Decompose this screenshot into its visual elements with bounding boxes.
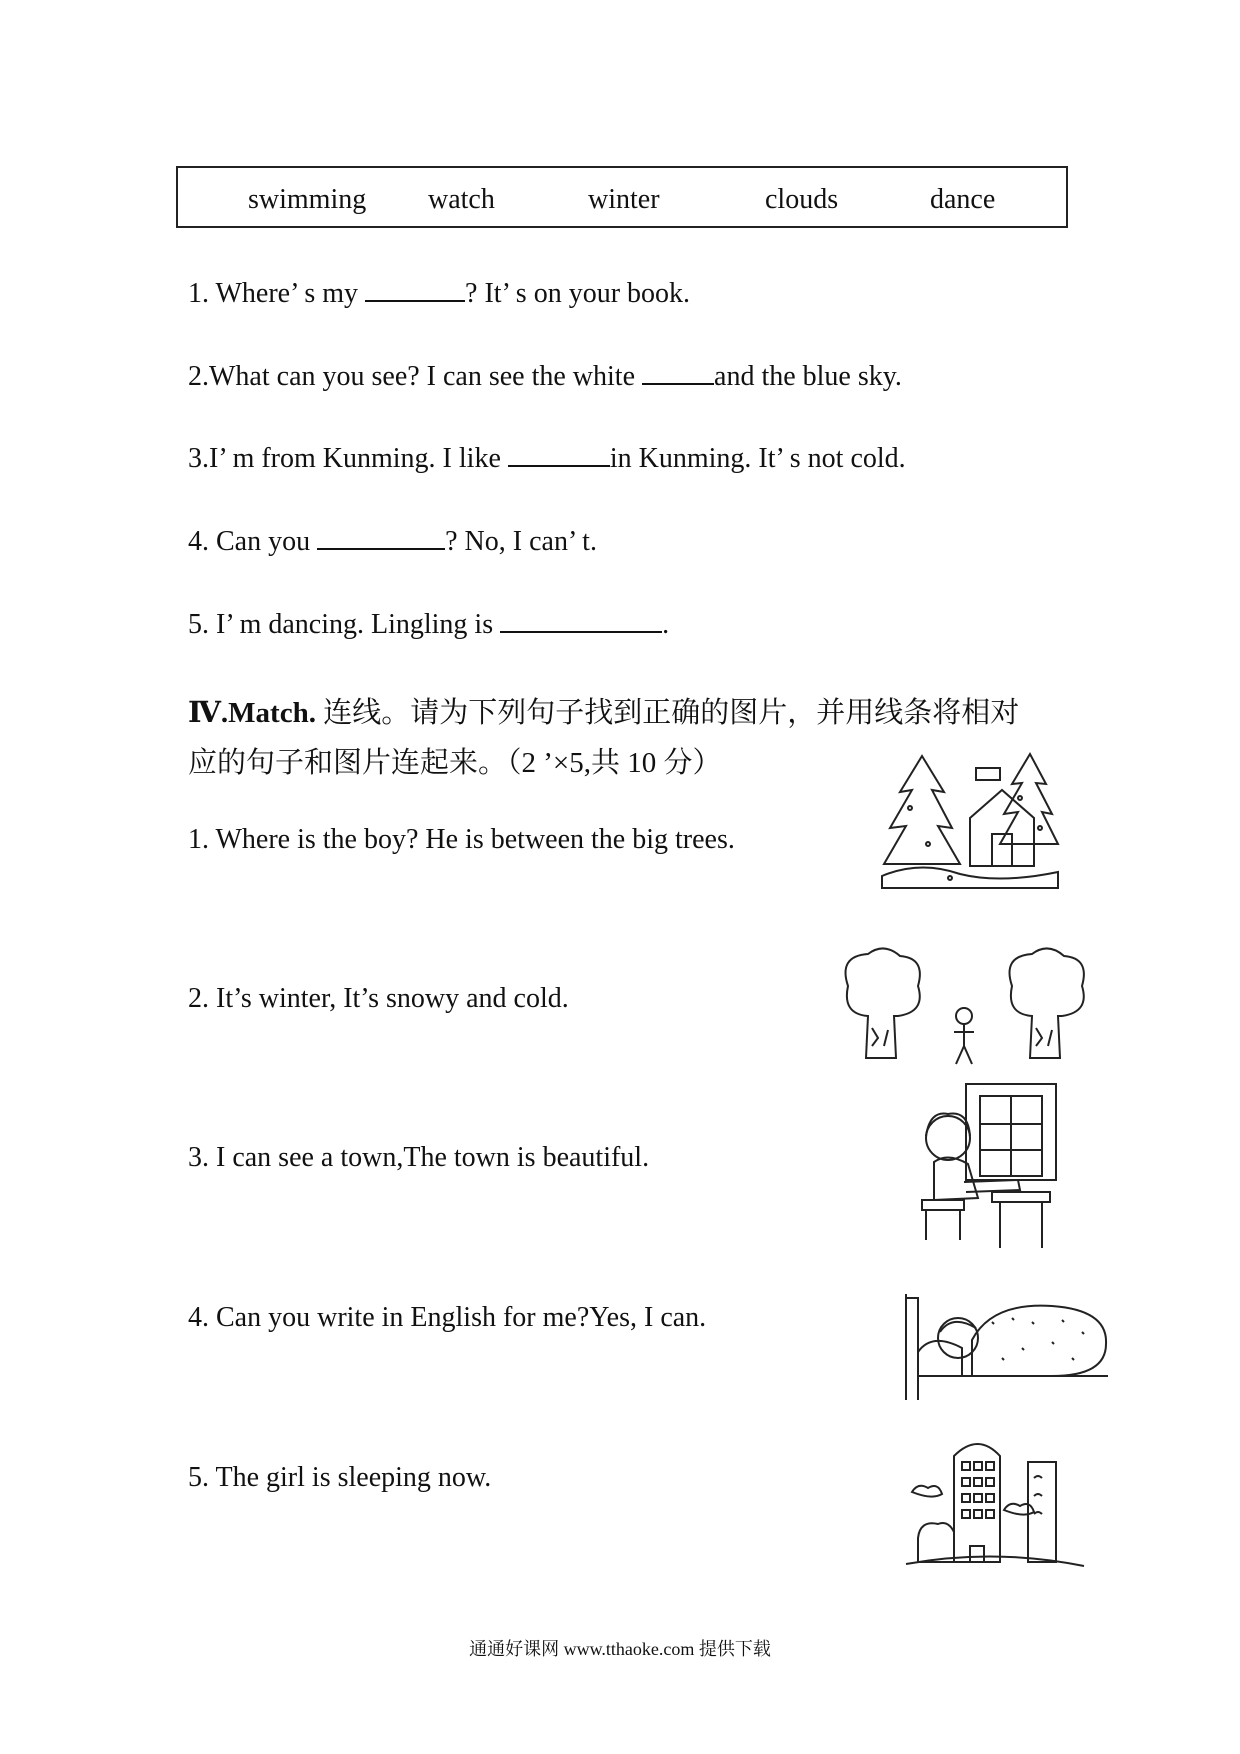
fill-question-3: 3.I’ m from Kunming. I like in Kunming. It’ s not cold. <box>188 443 906 474</box>
answer-blank[interactable] <box>508 443 610 467</box>
fill-question-5: 5. I’ m dancing. Lingling is . <box>188 609 670 640</box>
word-bank-item: clouds <box>765 184 839 215</box>
word-bank-item: winter <box>588 184 660 215</box>
match-sentence-4[interactable]: 4. Can you write in English for me?Yes, I can. <box>188 1302 707 1333</box>
match-sentence-1[interactable]: 1. Where is the boy? He is between the big trees. <box>188 824 735 855</box>
page-footer: 通通好课网 www.tthaoke.com 提供下载 <box>469 1639 771 1659</box>
word-bank-box <box>176 166 1068 228</box>
winter-scene-picture[interactable] <box>880 748 1060 890</box>
sleeping-child-picture[interactable] <box>902 1292 1112 1402</box>
word-bank-item: dance <box>930 184 996 215</box>
girl-writing-picture[interactable] <box>908 1080 1068 1256</box>
answer-blank[interactable] <box>365 278 465 302</box>
fill-question-4: 4. Can you ? No, I can’ t. <box>188 526 597 557</box>
boy-between-trees-picture[interactable] <box>838 946 1092 1074</box>
match-sentence-5[interactable]: 5. The girl is sleeping now. <box>188 1462 492 1493</box>
section-heading: Ⅳ.Match. 连线。请为下列句子找到正确的图片，并用线条将相对 <box>188 697 1020 729</box>
section-instructions: 应的句子和图片连起来。（2 ’×5,共 10 分） <box>188 747 722 779</box>
match-sentence-2[interactable]: 2. It’s winter, It’s snowy and cold. <box>188 983 569 1014</box>
answer-blank[interactable] <box>317 526 445 550</box>
answer-blank[interactable] <box>642 361 714 385</box>
match-sentence-3[interactable]: 3. I can see a town,The town is beautiful. <box>188 1142 650 1173</box>
fill-question-2: 2.What can you see? I can see the white and the blue sky. <box>188 361 902 392</box>
town-picture[interactable] <box>904 1428 1086 1568</box>
answer-blank[interactable] <box>500 609 662 633</box>
fill-question-1: 1. Where’ s my ? It’ s on your book. <box>188 278 691 309</box>
word-bank-item: watch <box>428 184 495 215</box>
word-bank-item: swimming <box>248 184 367 215</box>
